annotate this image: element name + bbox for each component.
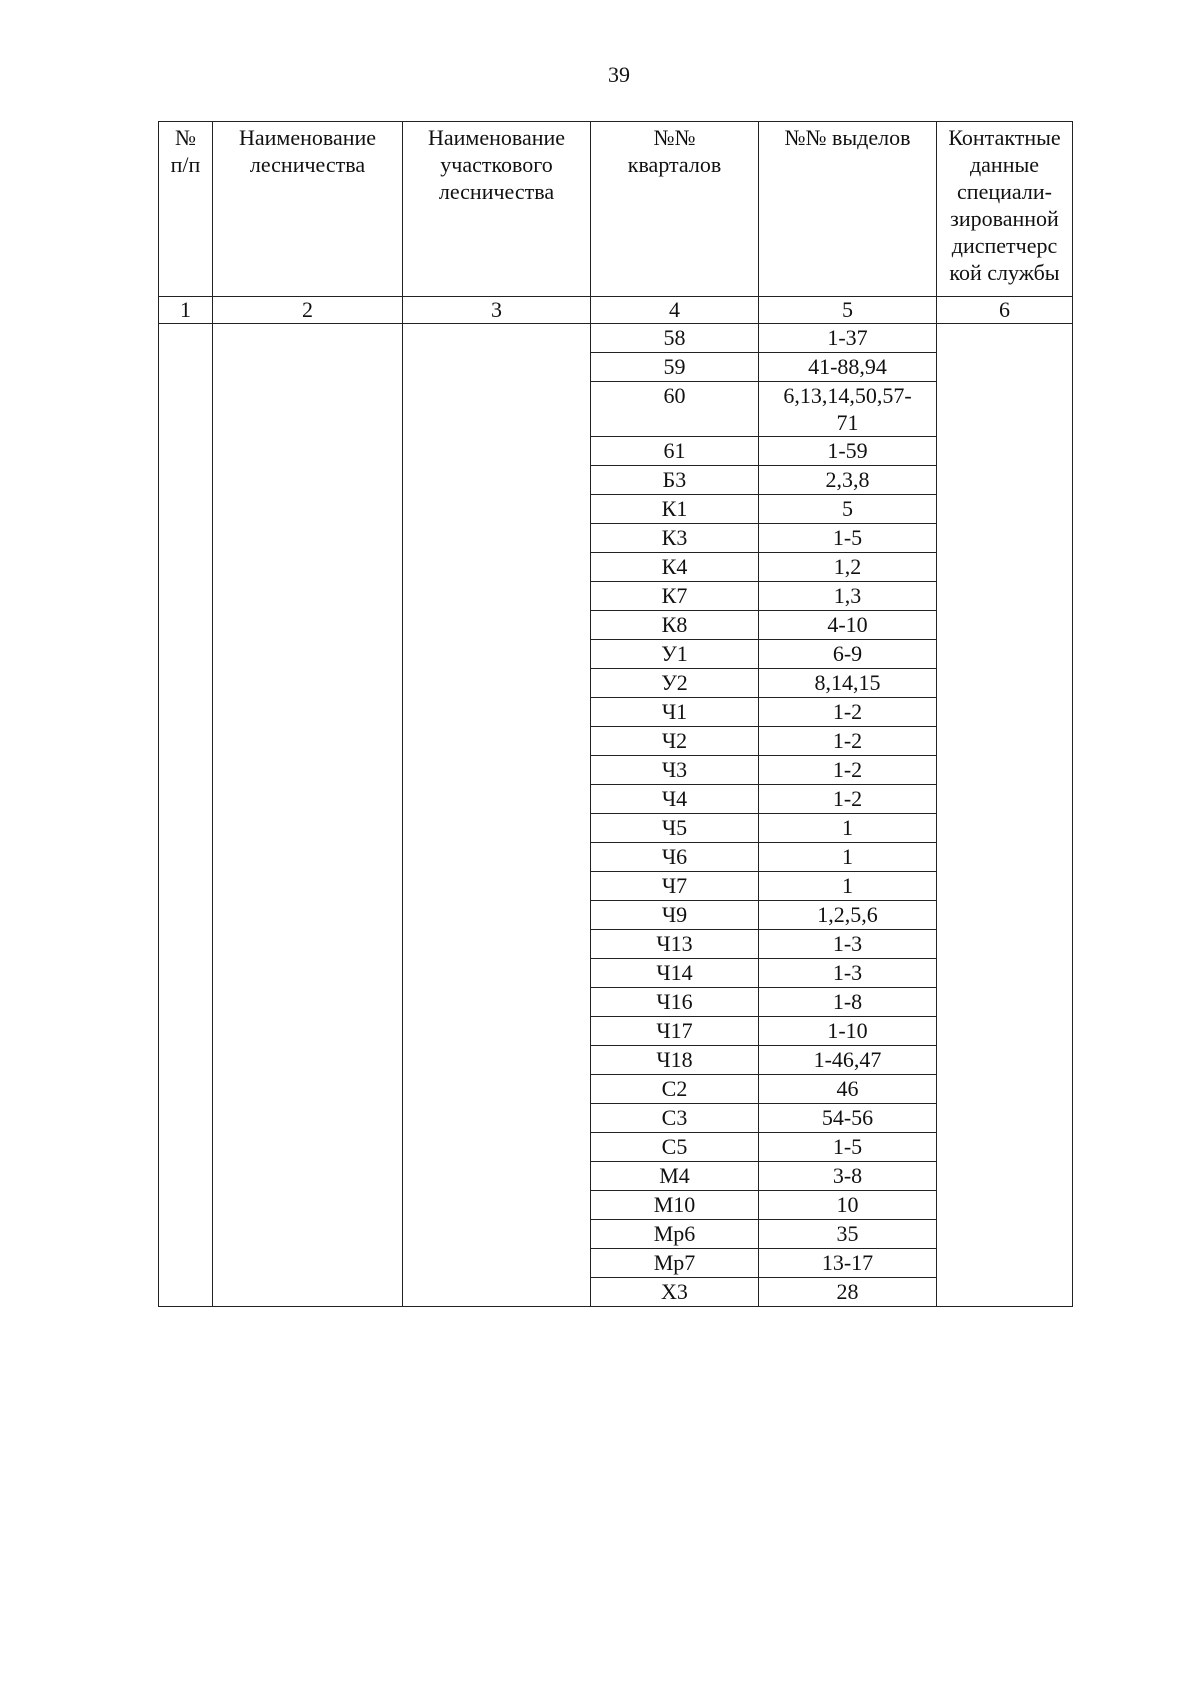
header-contact-data bbox=[937, 122, 1073, 297]
sections-line: 1 bbox=[842, 815, 853, 840]
sections-line: 46 bbox=[836, 1076, 859, 1101]
quarter-cell: К7 bbox=[591, 582, 759, 611]
sections-cell bbox=[759, 1046, 937, 1075]
sections-line: 1-2 bbox=[832, 786, 863, 811]
sections-line: 6,13,14,50,57- bbox=[783, 383, 912, 408]
forestry-table bbox=[158, 121, 1073, 1307]
header-line: специали- bbox=[957, 179, 1052, 204]
sections-line: 1,2,5,6 bbox=[817, 902, 878, 927]
quarter-cell: К3 bbox=[591, 524, 759, 553]
sections-cell bbox=[759, 466, 937, 495]
column-number: 1 bbox=[159, 297, 213, 324]
sections-cell bbox=[759, 437, 937, 466]
sections-cell bbox=[759, 669, 937, 698]
sections-line: 35 bbox=[836, 1221, 859, 1246]
sections-line: 13-17 bbox=[821, 1250, 874, 1275]
sections-line: 1-59 bbox=[827, 438, 868, 463]
column-number: 6 bbox=[937, 297, 1073, 324]
sections-cell bbox=[759, 1278, 937, 1307]
empty-district-cell bbox=[403, 324, 591, 1307]
header-line: лесничества bbox=[249, 152, 366, 177]
sections-cell bbox=[759, 1075, 937, 1104]
header-line: зированной bbox=[950, 206, 1059, 231]
sections-line: 1-3 bbox=[832, 960, 863, 985]
sections-line: 5 bbox=[842, 496, 853, 521]
sections-line: 41-88,94 bbox=[808, 354, 887, 379]
sections-line: 1-10 bbox=[827, 1018, 868, 1043]
quarter-cell: У1 bbox=[591, 640, 759, 669]
quarter-cell: М10 bbox=[591, 1191, 759, 1220]
header-quarters bbox=[591, 122, 759, 297]
quarter-cell: Мр7 bbox=[591, 1249, 759, 1278]
quarter-cell: Ч5 bbox=[591, 814, 759, 843]
sections-line: 1 bbox=[842, 873, 853, 898]
sections-line: 1-5 bbox=[832, 525, 863, 550]
quarter-cell: С3 bbox=[591, 1104, 759, 1133]
sections-cell bbox=[759, 353, 937, 382]
sections-cell bbox=[759, 611, 937, 640]
header-line: кварталов bbox=[627, 152, 722, 177]
quarter-cell: Ч18 bbox=[591, 1046, 759, 1075]
sections-cell bbox=[759, 785, 937, 814]
column-number: 4 bbox=[591, 297, 759, 324]
quarter-cell: 61 bbox=[591, 437, 759, 466]
sections-cell bbox=[759, 1104, 937, 1133]
column-number: 5 bbox=[759, 297, 937, 324]
sections-cell bbox=[759, 843, 937, 872]
quarter-cell: Ч6 bbox=[591, 843, 759, 872]
sections-line: 1-2 bbox=[832, 757, 863, 782]
quarter-cell: К4 bbox=[591, 553, 759, 582]
header-line: №№ bbox=[653, 125, 696, 150]
sections-cell bbox=[759, 872, 937, 901]
quarter-cell: Ч9 bbox=[591, 901, 759, 930]
sections-cell bbox=[759, 756, 937, 785]
quarter-cell: К8 bbox=[591, 611, 759, 640]
sections-line: 1-8 bbox=[832, 989, 863, 1014]
quarter-cell: С2 bbox=[591, 1075, 759, 1104]
sections-cell bbox=[759, 582, 937, 611]
sections-line: 1-2 bbox=[832, 699, 863, 724]
header-line: №№ выделов bbox=[784, 125, 911, 150]
sections-cell bbox=[759, 1162, 937, 1191]
sections-cell bbox=[759, 988, 937, 1017]
header-district-forestry-name bbox=[403, 122, 591, 297]
quarter-cell: Ч16 bbox=[591, 988, 759, 1017]
sections-cell bbox=[759, 959, 937, 988]
quarter-cell: Х3 bbox=[591, 1278, 759, 1307]
sections-cell bbox=[759, 727, 937, 756]
quarter-cell: 60 bbox=[591, 382, 759, 437]
empty-number-cell bbox=[159, 324, 213, 1307]
sections-line: 1-37 bbox=[827, 325, 868, 350]
sections-cell bbox=[759, 930, 937, 959]
sections-line: 1-3 bbox=[832, 931, 863, 956]
sections-line: 1 bbox=[842, 844, 853, 869]
sections-cell bbox=[759, 553, 937, 582]
sections-line: 1,3 bbox=[833, 583, 862, 608]
header-line: п/п bbox=[170, 152, 201, 177]
sections-cell bbox=[759, 1220, 937, 1249]
header-sections bbox=[759, 122, 937, 297]
header-line: диспетчерс bbox=[951, 233, 1058, 258]
sections-cell bbox=[759, 324, 937, 353]
sections-line: 1-5 bbox=[832, 1134, 863, 1159]
header-line: данные bbox=[969, 152, 1040, 177]
sections-line: 1,2 bbox=[833, 554, 862, 579]
column-number: 2 bbox=[213, 297, 403, 324]
quarter-cell: Ч7 bbox=[591, 872, 759, 901]
quarter-cell: Ч1 bbox=[591, 698, 759, 727]
sections-cell bbox=[759, 495, 937, 524]
header-line: № bbox=[175, 125, 196, 150]
sections-line: 8,14,15 bbox=[814, 670, 881, 695]
table-body bbox=[159, 324, 1073, 1307]
quarter-cell: Ч2 bbox=[591, 727, 759, 756]
header-forestry-name bbox=[213, 122, 403, 297]
sections-line: 71 bbox=[836, 410, 859, 435]
empty-forestry-cell bbox=[213, 324, 403, 1307]
quarter-cell: 58 bbox=[591, 324, 759, 353]
sections-cell bbox=[759, 1017, 937, 1046]
sections-line: 1-2 bbox=[832, 728, 863, 753]
table-row bbox=[159, 324, 1073, 353]
header-line: Контактные bbox=[948, 125, 1061, 150]
quarter-cell: Ч3 bbox=[591, 756, 759, 785]
sections-line: 4-10 bbox=[827, 612, 868, 637]
column-number-row bbox=[159, 297, 1073, 324]
quarter-cell: К1 bbox=[591, 495, 759, 524]
quarter-cell: Б3 bbox=[591, 466, 759, 495]
sections-cell bbox=[759, 1191, 937, 1220]
quarter-cell: М4 bbox=[591, 1162, 759, 1191]
page-number: 39 bbox=[608, 62, 630, 87]
quarter-cell: Ч4 bbox=[591, 785, 759, 814]
sections-line: 1-46,47 bbox=[813, 1047, 882, 1072]
header-line: лесничества bbox=[438, 179, 555, 204]
column-number: 3 bbox=[403, 297, 591, 324]
header-line: Наименование bbox=[427, 125, 566, 150]
sections-cell bbox=[759, 1249, 937, 1278]
empty-contact-cell bbox=[937, 324, 1073, 1307]
sections-cell bbox=[759, 382, 937, 437]
sections-line: 3-8 bbox=[832, 1163, 863, 1188]
quarter-cell: 59 bbox=[591, 353, 759, 382]
sections-line: 54-56 bbox=[821, 1105, 874, 1130]
sections-line: 2,3,8 bbox=[825, 467, 870, 492]
sections-cell bbox=[759, 640, 937, 669]
sections-line: 10 bbox=[836, 1192, 859, 1217]
sections-cell bbox=[759, 901, 937, 930]
sections-cell bbox=[759, 814, 937, 843]
sections-cell bbox=[759, 698, 937, 727]
sections-line: 28 bbox=[836, 1279, 859, 1304]
header-line: кой службы bbox=[949, 260, 1060, 285]
sections-cell bbox=[759, 524, 937, 553]
header-row bbox=[159, 122, 1073, 297]
quarter-cell: Ч14 bbox=[591, 959, 759, 988]
header-line: участкового bbox=[440, 152, 553, 177]
sections-cell bbox=[759, 1133, 937, 1162]
header-line: Наименование bbox=[238, 125, 377, 150]
quarter-cell: С5 bbox=[591, 1133, 759, 1162]
header-number bbox=[159, 122, 213, 297]
sections-line: 6-9 bbox=[832, 641, 863, 666]
quarter-cell: У2 bbox=[591, 669, 759, 698]
quarter-cell: Ч17 bbox=[591, 1017, 759, 1046]
quarter-cell: Мр6 bbox=[591, 1220, 759, 1249]
quarter-cell: Ч13 bbox=[591, 930, 759, 959]
